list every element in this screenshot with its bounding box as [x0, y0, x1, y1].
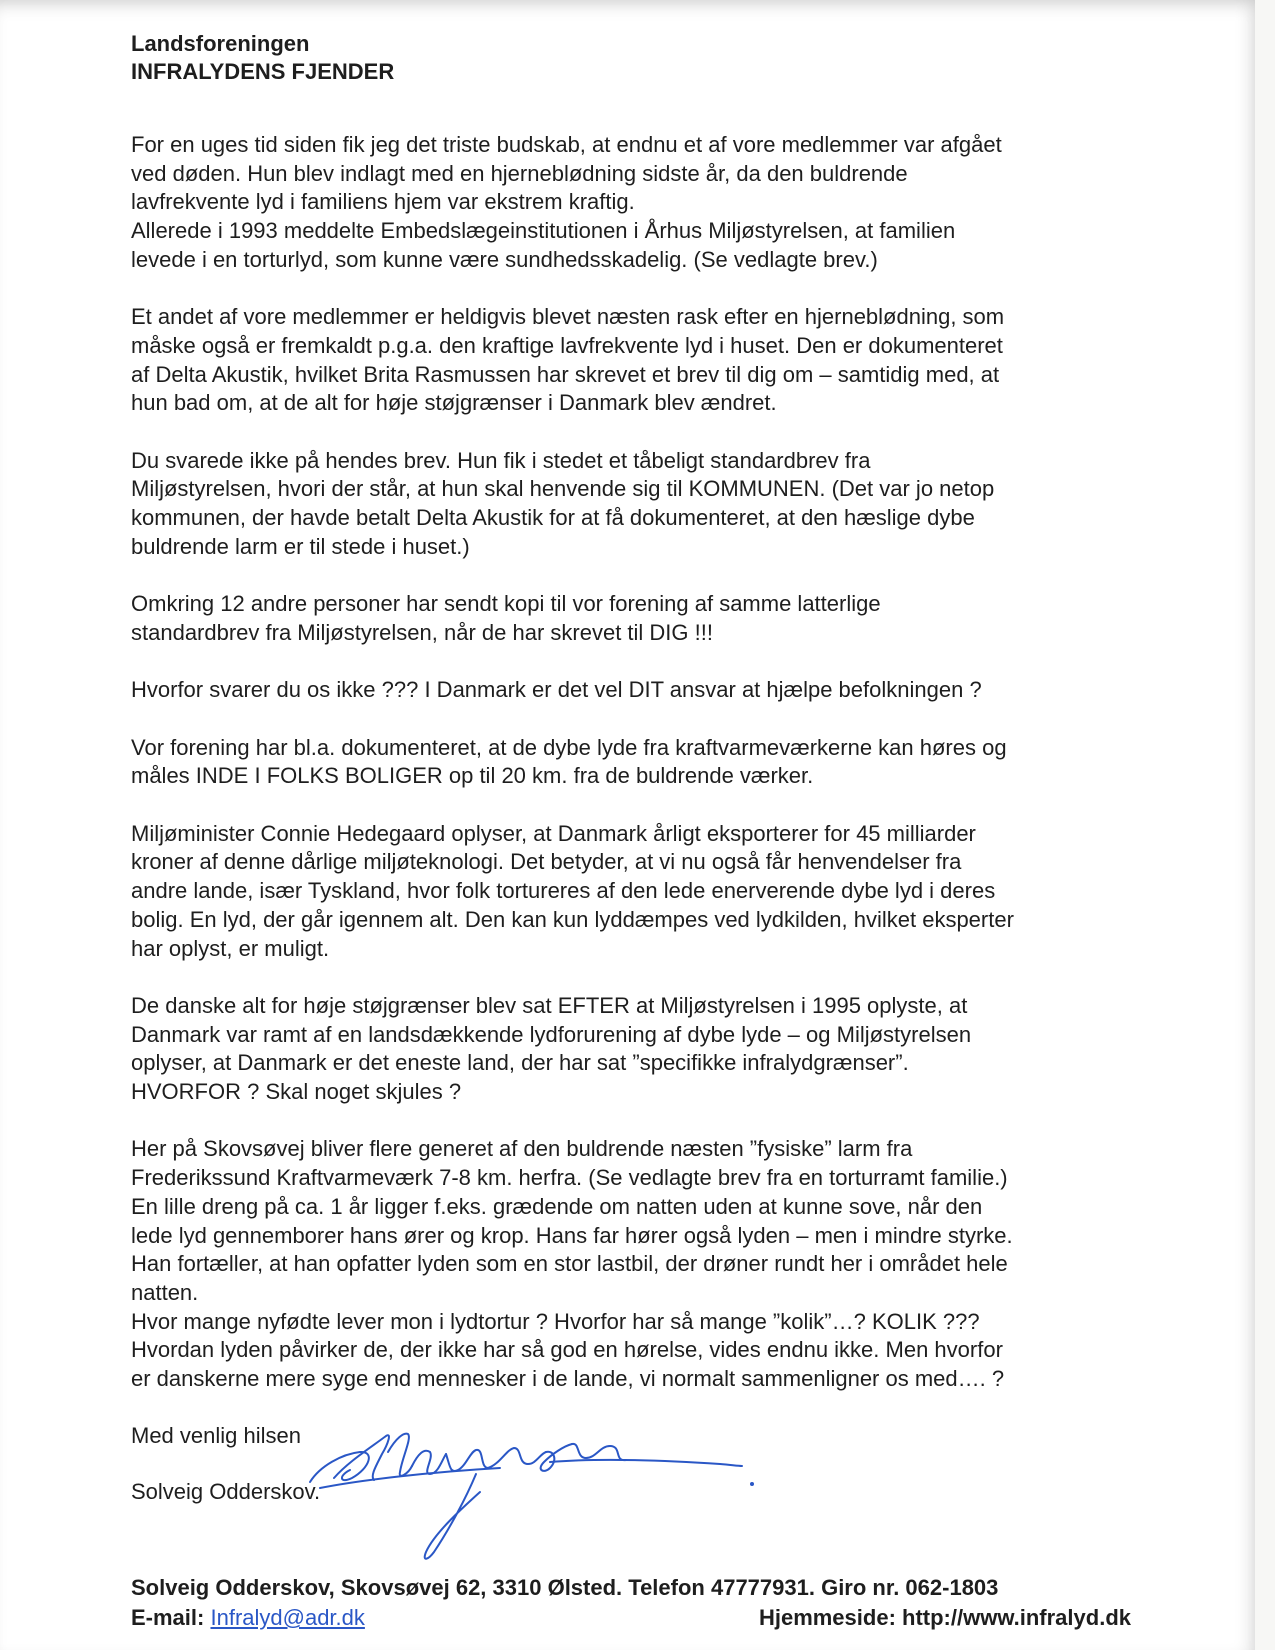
text-line: Et andet af vore medlemmer er heldigvis blevet næsten rask efter en hjerneblødning, som: [131, 304, 1005, 330]
text-line: kommunen, der havde betalt Delta Akustik for at få dokumenteret, at den hæslige dybe: [131, 505, 975, 531]
text-line: ved døden. Hun blev indlagt med en hjerneblødning sidste år, da den buldrende: [131, 160, 908, 186]
text-line: er danskerne mere syge end mennesker i de lande, vi normalt sammenligner os med…. ?: [131, 1366, 1005, 1392]
paragraph-2: [131, 303, 1141, 418]
text-line: kroner af denne dårlige miljøteknologi. Det betyder, at vi nu også får henvendelser fra: [131, 849, 962, 875]
text-line: levede i en torturlyd, som kunne være sundhedsskadelig. (Se vedlagte brev.): [131, 246, 878, 272]
footer-address-row: [131, 1573, 1131, 1603]
text-line: Danmark var ramt af en landsdækkende lydforurening af dybe lyde – og Miljøstyrelsen: [131, 1021, 972, 1047]
homepage-label: Hjemmeside:: [758, 1605, 896, 1630]
text-line: En lille dreng på ca. 1 år ligger f.eks. grædende om natten uden at kunne sove, når den: [131, 1193, 983, 1219]
text-line: HVORFOR ? Skal noget skjules ?: [131, 1079, 462, 1105]
footer-contact-row: [131, 1603, 1131, 1633]
text-line: Allerede i 1993 meddelte Embedslægeinstitutionen i Århus Miljøstyrelsen, at familien: [131, 218, 956, 244]
text-line: buldrende larm er til stede i huset.): [131, 533, 470, 559]
text-line: Du svarede ikke på hendes brev. Hun fik i stedet et tåbeligt standardbrev fra: [131, 447, 871, 473]
email-link[interactable]: Infralyd@adr.dk: [210, 1605, 365, 1630]
text-line: har oplyst, er muligt.: [131, 935, 330, 961]
text-line: For en uges tid siden fik jeg det triste budskab, at endnu et af vore medlemmer var afgået: [131, 132, 1002, 157]
text-line: lede lyd gennemborer hans ører og krop. Hans far hører også lyden – men i mindre styrke.: [131, 1222, 1013, 1248]
text-line: af Delta Akustik, hvilket Brita Rasmussen har skrevet et brev til dig om – samtidig med, at: [131, 361, 1000, 387]
letter-header: [131, 30, 394, 86]
text-line: Hvorfor svarer du os ikke ??? I Danmark er det vel DIT ansvar at hjælpe befolkningen ?: [131, 677, 982, 703]
text-line: natten.: [131, 1280, 199, 1305]
text-line: Her på Skovsøvej bliver flere generet af den buldrende næsten ”fysiske” larm fra: [131, 1136, 913, 1162]
text-line: standardbrev fra Miljøstyrelsen, når de har skrevet til DIG !!!: [131, 619, 713, 645]
text-line: lavfrekvente lyd i familiens hjem var ekstrem kraftig.: [131, 189, 635, 215]
paragraph-4: [131, 590, 1141, 647]
text-line: Miljøminister Connie Hedegaard oplyser, at Danmark årligt eksporterer for 45 milliarder: [131, 820, 976, 846]
signer-name: Solveig Odderskov.: [131, 1479, 321, 1504]
org-name: INFRALYDENS FJENDER: [131, 59, 395, 84]
homepage-block: [759, 1603, 1131, 1633]
handwritten-signature: [300, 1418, 770, 1573]
paragraph-6: [131, 734, 1141, 791]
text-line: De danske alt for høje støjgrænser blev sat EFTER at Miljøstyrelsen i 1995 oplyste, at: [131, 992, 968, 1018]
text-line: måske også er fremkaldt p.g.a. den kraftige lavfrekvente lyd i huset. Den er dokumenteret: [131, 332, 1003, 358]
email-label: E-mail:: [131, 1605, 205, 1630]
paragraph-3: [131, 447, 1141, 562]
paragraph-1: [131, 131, 1141, 275]
paragraph-5: [131, 676, 1141, 705]
text-line: Hvordan lyden påvirker de, der ikke har så god en hørelse, vides endnu ikke. Men hvorfor: [131, 1337, 1003, 1363]
paragraph-7: [131, 820, 1141, 964]
homepage-url[interactable]: http://www.infralyd.dk: [902, 1605, 1131, 1630]
closing-greeting: Med venlig hilsen: [131, 1423, 301, 1448]
text-line: andre lande, især Tyskland, hvor folk tortureres af den lede enerverende dybe lyd i deres: [131, 878, 996, 904]
letter-body: [131, 131, 1141, 1394]
letter-footer: [131, 1573, 1131, 1633]
text-line: Omkring 12 andre personer har sendt kopi til vor forening af samme latterlige: [131, 591, 881, 617]
paragraph-9: [131, 1135, 1141, 1393]
org-line: Landsforeningen: [131, 31, 310, 56]
text-line: måles INDE I FOLKS BOLIGER op til 20 km. fra de buldrende værker.: [131, 763, 814, 789]
text-line: hun bad om, at de alt for høje støjgrænser i Danmark blev ændret.: [131, 390, 777, 416]
text-line: bolig. En lyd, der går igennem alt. Den kan kun lyddæmpes ved lydkilden, hvilket eksperter: [131, 906, 1014, 932]
signature-drawing: [300, 1418, 770, 1568]
email-block: [131, 1603, 365, 1633]
text-line: Frederikssund Kraftvarmeværk 7-8 km. herfra. (Se vedlagte brev fra en torturramt familie.): [131, 1165, 1008, 1191]
paragraph-8: [131, 992, 1141, 1107]
text-line: Vor forening har bl.a. dokumenteret, at de dybe lyde fra kraftvarmeværkerne kan høres og: [131, 734, 1007, 760]
text-line: Miljøstyrelsen, hvori der står, at hun skal henvende sig til KOMMUNEN. (Det var jo netop: [131, 476, 995, 502]
text-line: oplyser, at Danmark er det eneste land, der har sat ”specifikke infralydgrænser”.: [131, 1050, 909, 1076]
text-line: Hvor mange nyfødte lever mon i lydtortur ? Hvorfor har så mange ”kolik”…? KOLIK ???: [131, 1308, 980, 1334]
text-line: Han fortæller, at han opfatter lyden som en stor lastbil, der drøner rundt her i området hele: [131, 1251, 1008, 1277]
contact-address: Solveig Odderskov, Skovsøvej 62, 3310 Ølsted. Telefon 47777931. Giro nr. 062-1803: [131, 1575, 999, 1600]
